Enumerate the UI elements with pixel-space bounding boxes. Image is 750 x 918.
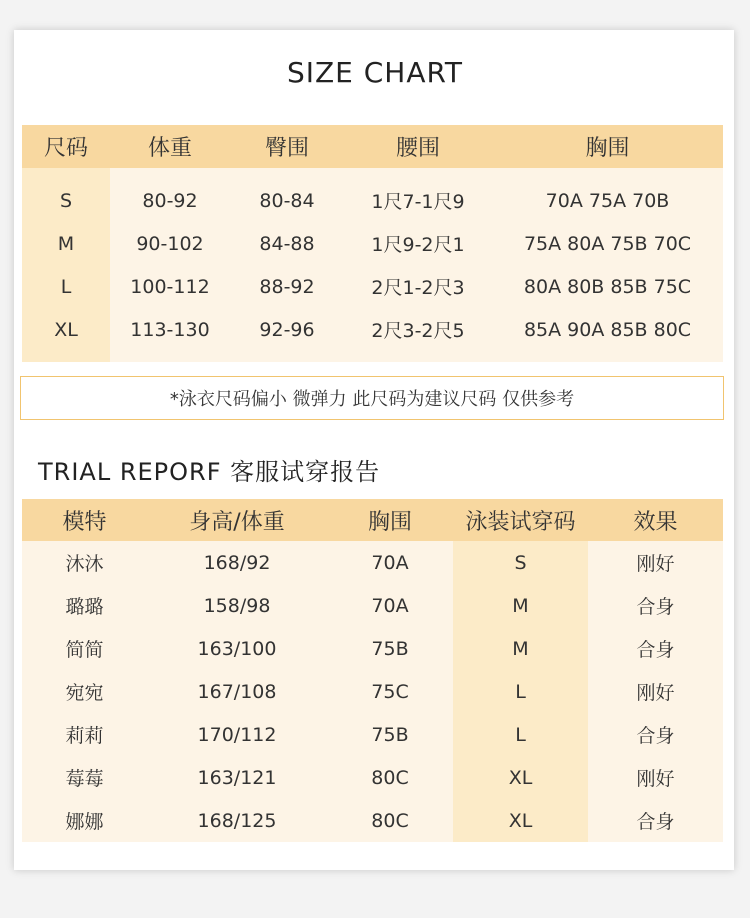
table-row (22, 670, 723, 713)
size-cell: S (22, 168, 110, 222)
size-note: *泳衣尺码偏小 微弹力 此尺码为建议尺码 仅供参考 (20, 376, 724, 420)
model-cell: 娜娜 (22, 799, 147, 842)
effect-cell: 刚好 (588, 541, 723, 584)
waist-cell: 1尺9-2尺1 (344, 222, 492, 265)
model-cell: 沐沐 (22, 541, 147, 584)
header-bust: 胸围 (492, 125, 723, 168)
effect-cell: 合身 (588, 627, 723, 670)
model-cell: 简简 (22, 627, 147, 670)
bust-cell: 85A 90A 85B 80C (492, 308, 723, 362)
header-model: 模特 (22, 499, 147, 541)
height-weight-cell: 158/98 (147, 584, 327, 627)
model-cell: 莉莉 (22, 713, 147, 756)
trial-header-row (22, 499, 723, 541)
bust-cell: 70A 75A 70B (492, 168, 723, 222)
table-row (22, 756, 723, 799)
effect-cell: 合身 (588, 584, 723, 627)
height-weight-cell: 163/121 (147, 756, 327, 799)
weight-cell: 80-92 (110, 168, 230, 222)
trial-size-cell: XL (453, 799, 588, 842)
size-cell: M (22, 222, 110, 265)
bust-cell: 70A (327, 541, 453, 584)
weight-cell: 100-112 (110, 265, 230, 308)
waist-cell: 2尺3-2尺5 (344, 308, 492, 362)
hip-cell: 84-88 (230, 222, 344, 265)
trial-size-cell: S (453, 541, 588, 584)
table-row (22, 308, 723, 362)
model-cell: 莓莓 (22, 756, 147, 799)
table-row (22, 627, 723, 670)
height-weight-cell: 170/112 (147, 713, 327, 756)
height-weight-cell: 163/100 (147, 627, 327, 670)
trial-report-title: TRIAL REPORF 客服试穿报告 (38, 458, 381, 486)
table-row (22, 584, 723, 627)
header-size: 尺码 (22, 125, 110, 168)
model-cell: 宛宛 (22, 670, 147, 713)
bust-cell: 75C (327, 670, 453, 713)
table-row (22, 713, 723, 756)
waist-cell: 1尺7-1尺9 (344, 168, 492, 222)
header-height-weight: 身高/体重 (147, 499, 327, 541)
table-row (22, 168, 723, 222)
effect-cell: 合身 (588, 713, 723, 756)
trial-size-cell: M (453, 627, 588, 670)
effect-cell: 合身 (588, 799, 723, 842)
size-chart-table (22, 125, 723, 362)
bust-cell: 75A 80A 75B 70C (492, 222, 723, 265)
height-weight-cell: 168/92 (147, 541, 327, 584)
effect-cell: 刚好 (588, 670, 723, 713)
size-header-row (22, 125, 723, 168)
trial-size-cell: L (453, 670, 588, 713)
effect-cell: 刚好 (588, 756, 723, 799)
size-chart-title: SIZE CHART (286, 56, 464, 89)
height-weight-cell: 168/125 (147, 799, 327, 842)
trial-size-cell: XL (453, 756, 588, 799)
trial-size-cell: L (453, 713, 588, 756)
bust-cell: 75B (327, 627, 453, 670)
header-trial-size: 泳装试穿码 (453, 499, 588, 541)
header-hip: 臀围 (230, 125, 344, 168)
table-row (22, 222, 723, 265)
height-weight-cell: 167/108 (147, 670, 327, 713)
bust-cell: 80A 80B 85B 75C (492, 265, 723, 308)
table-row (22, 541, 723, 584)
bust-cell: 80C (327, 799, 453, 842)
weight-cell: 90-102 (110, 222, 230, 265)
table-row (22, 799, 723, 842)
waist-cell: 2尺1-2尺3 (344, 265, 492, 308)
bust-cell: 80C (327, 756, 453, 799)
weight-cell: 113-130 (110, 308, 230, 362)
trial-report-table (22, 499, 723, 842)
header-bust: 胸围 (327, 499, 453, 541)
bust-cell: 75B (327, 713, 453, 756)
trial-size-cell: M (453, 584, 588, 627)
header-weight: 体重 (110, 125, 230, 168)
table-row (22, 265, 723, 308)
header-waist: 腰围 (344, 125, 492, 168)
header-effect: 效果 (588, 499, 723, 541)
size-cell: L (22, 265, 110, 308)
bust-cell: 70A (327, 584, 453, 627)
hip-cell: 92-96 (230, 308, 344, 362)
size-cell: XL (22, 308, 110, 362)
hip-cell: 80-84 (230, 168, 344, 222)
model-cell: 璐璐 (22, 584, 147, 627)
hip-cell: 88-92 (230, 265, 344, 308)
